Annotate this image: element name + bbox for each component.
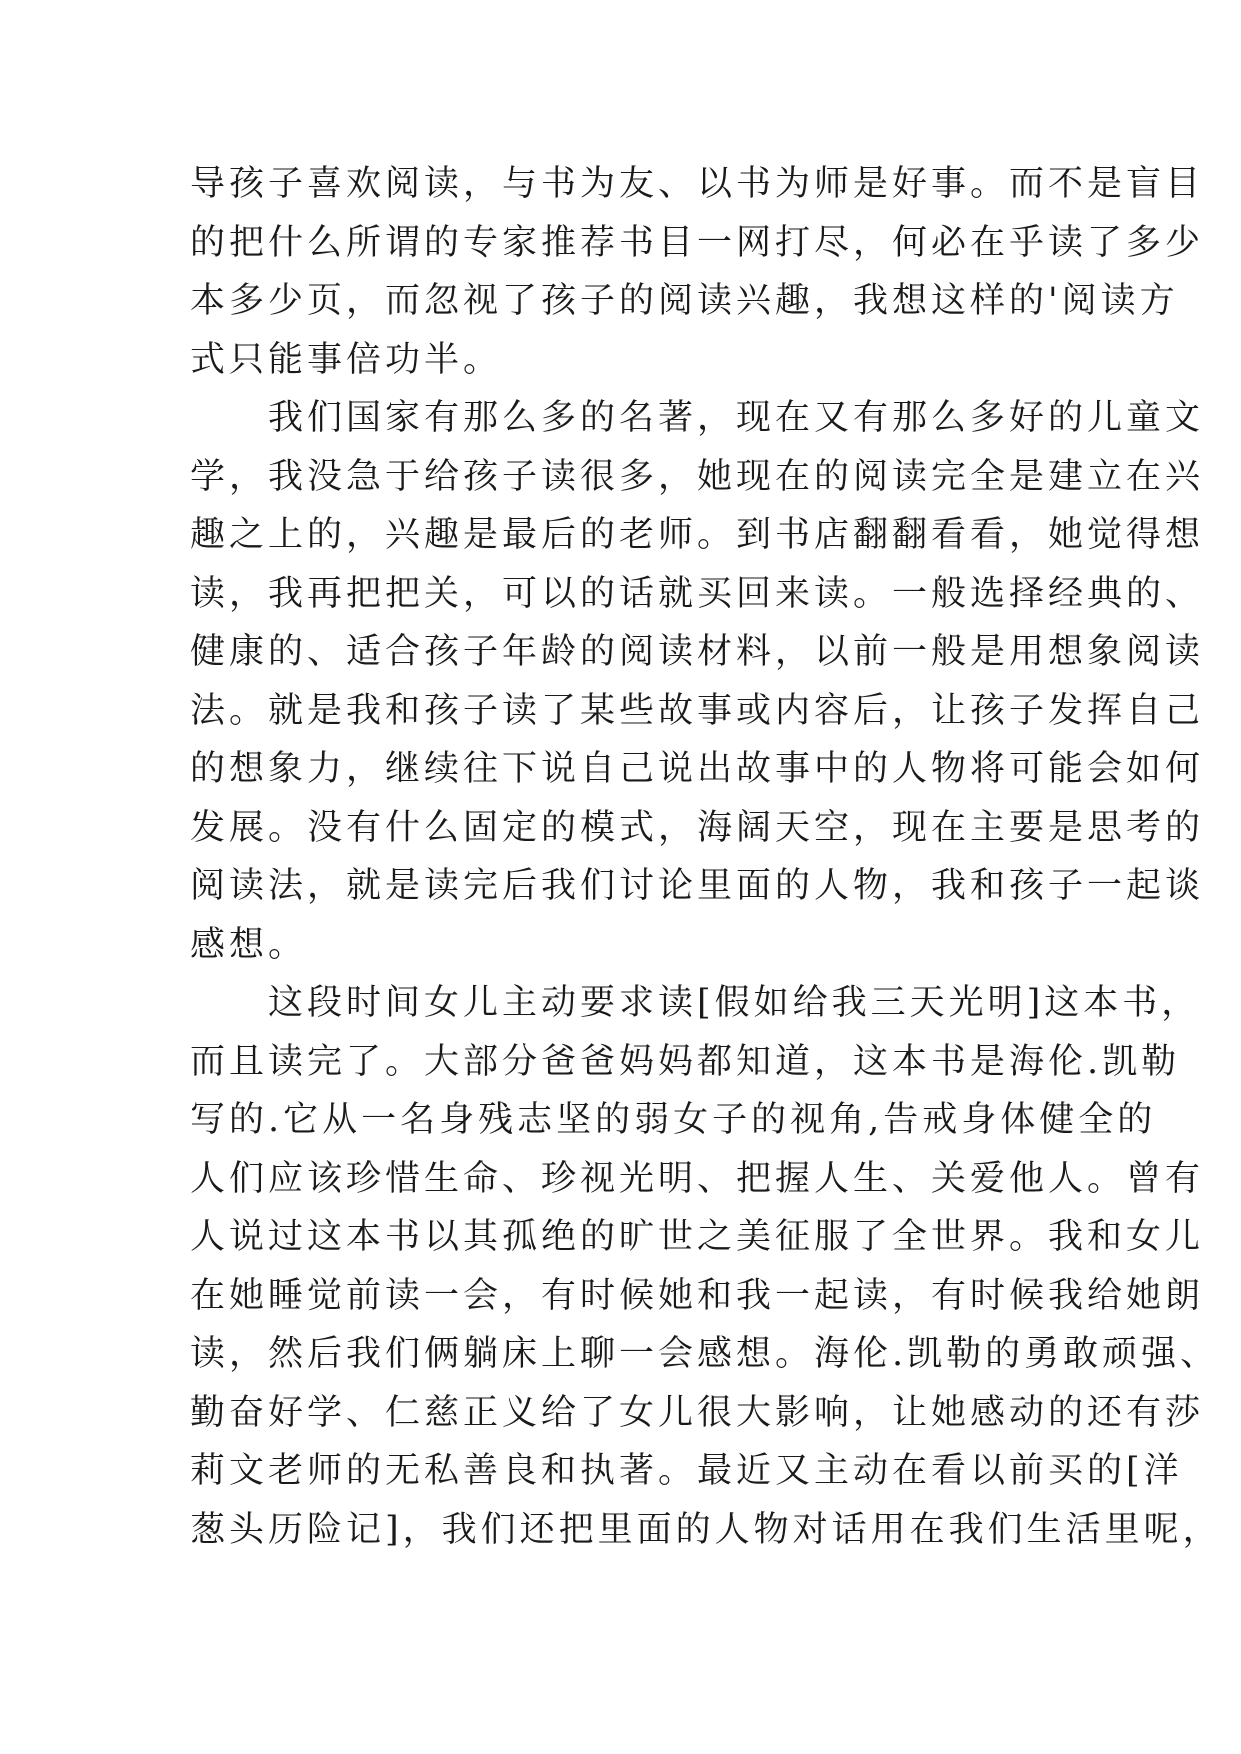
text-line: 式只能事倍功半。 — [190, 339, 503, 380]
text-line: 法。就是我和孩子读了某些故事或内容后，让孩子发挥自己 — [190, 690, 1205, 731]
text-line: 阅读法，就是读完后我们讨论里面的人物，我和孩子一起谈 — [190, 866, 1205, 906]
text-line: 人说过这本书以其孤绝的旷世之美征服了全世界。我和女儿 — [190, 1217, 1205, 1257]
text-line: 在她睡觉前读一会，有时候她和我一起读，有时候我给她朗 — [190, 1275, 1205, 1316]
text-line: 勤奋好学、仁慈正义给了女儿很大影响，让她感动的还有莎 — [190, 1392, 1205, 1433]
text-line: 这段时间女儿主动要求读[假如给我三天光明]这本书， — [190, 983, 1201, 1023]
text-line: 发展。没有什么固定的模式，海阔天空，现在主要是思考的 — [190, 807, 1205, 848]
text-line: 感想。 — [190, 924, 308, 965]
text-line: 葱头历险记]，我们还把里面的人物对话用在我们生活里呢， — [190, 1509, 1222, 1550]
text-line: 写的.它从一名身残志坚的弱女子的视角,告戒身体健全的 — [190, 1100, 1157, 1140]
text-line: 本多少页，而忽视了孩子的阅读兴趣，我想这样的'阅读方 — [190, 281, 1179, 321]
text-line: 读，我再把把关，可以的话就买回来读。一般选择经典的、 — [190, 573, 1205, 614]
text-line: 趣之上的，兴趣是最后的老师。到书店翻翻看看，她觉得想 — [190, 515, 1205, 555]
text-line: 莉文老师的无私善良和执著。最近又主动在看以前买的[洋 — [190, 1451, 1183, 1491]
text-line: 读，然后我们俩躺床上聊一会感想。海伦.凯勒的勇敢顽强、 — [190, 1334, 1220, 1374]
text-line: 人们应该珍惜生命、珍视光明、把握人生、关爱他人。曾有 — [190, 1158, 1205, 1199]
text-line: 健康的、适合孩子年龄的阅读材料，以前一般是用想象阅读 — [190, 632, 1205, 672]
text-line: 学，我没急于给孩子读很多，她现在的阅读完全是建立在兴 — [190, 456, 1205, 497]
body-text — [190, 155, 1222, 1559]
text-line: 的把什么所谓的专家推荐书目一网打尽，何必在乎读了多少 — [190, 222, 1205, 263]
text-line: 的想象力，继续往下说自己说出故事中的人物将可能会如何 — [190, 749, 1205, 789]
text-line: 导孩子喜欢阅读，与书为友、以书为师是好事。而不是盲目 — [190, 164, 1205, 204]
text-line: 而且读完了。大部分爸爸妈妈都知道，这本书是海伦.凯勒 — [190, 1041, 1181, 1082]
text-line: 我们国家有那么多的名著，现在又有那么多好的儿童文 — [190, 398, 1205, 438]
